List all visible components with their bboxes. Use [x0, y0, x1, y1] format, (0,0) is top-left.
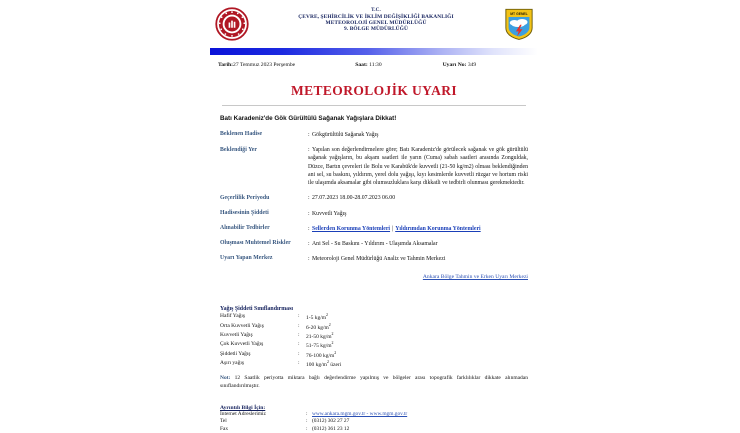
colon-glyph: : [308, 147, 310, 154]
classification-title: Yağış Şiddeti Sınıflandırması [220, 306, 293, 313]
field-row-event [220, 131, 528, 139]
classification-unit-sup: 2 [334, 350, 337, 355]
classification-unit-sup: 2 [331, 341, 334, 346]
contact-label: Fax [220, 425, 229, 432]
measures-link-separator: | [392, 225, 394, 232]
ankara-regional-center-link[interactable]: Ankara Bölge Tahmin ve Erken Uyarı Merkezi [422, 274, 528, 281]
colon-glyph: : [298, 332, 300, 338]
svg-text:MT GENEL: MT GENEL [510, 12, 528, 17]
field-label-validity: Geçerlilik Periyodu [220, 194, 270, 201]
field-value-center-text: Meteoroloji Genel Müdürlüğü Analiz ve Tahmin Merkezi [312, 256, 446, 263]
warning-fields [208, 131, 540, 263]
note-text: 12 Saatlik periyotta miktara bağlı değerlendirme yapılmış ve bölgeler arası topografik farklılıklar dikkate alınmadan sınıflandırılmıştır. [220, 375, 528, 389]
info-warning-no-label: Uyarı No: [442, 62, 467, 68]
field-value-severity-text: Kuvvetli Yağış [312, 210, 347, 217]
field-value-measures [308, 225, 528, 233]
classification-value [306, 351, 528, 360]
document-info-bar [208, 55, 540, 72]
flood-protection-link[interactable]: Sellerden Korunma Yöntemleri [312, 225, 391, 232]
info-time-label: Saat: [355, 62, 368, 68]
note-keyword: Not: [220, 375, 231, 382]
classification-name: Şiddetli Yağış [220, 350, 251, 357]
colon-glyph: : [308, 210, 310, 217]
classification-value-text: 76-100 kg/m [306, 352, 335, 359]
classification-row [220, 332, 528, 341]
website-link[interactable]: www.ankara.mgm.gov.tr - www.mgm.gov.tr [312, 411, 408, 418]
contact-row-internet [220, 411, 528, 418]
info-date-value: 27 Temmuz 2023 Perşembe [233, 62, 296, 68]
classification-value [306, 360, 528, 369]
header-line-region: 9. BÖLGE MÜDÜRLÜĞÜ [344, 25, 408, 32]
contact-row-fax [220, 426, 528, 433]
field-row-place [220, 146, 528, 187]
colon-glyph: : [308, 132, 310, 138]
info-warning-no-value: 349 [467, 62, 477, 68]
field-row-risks [220, 240, 528, 248]
info-time [355, 62, 442, 68]
field-value-risks-text: Ani Sel - Su Baskını - Yıldırım - Ulaşımda Aksamalar [312, 240, 438, 247]
classification-unit-sup: 2 [331, 332, 334, 336]
contact-label: Tel [220, 418, 227, 425]
field-value-event-text: Gökgürültülü Sağanak Yağış [312, 132, 379, 138]
mgm-shield-icon [502, 7, 536, 41]
colon-glyph: : [298, 350, 300, 357]
classification-row [220, 351, 528, 360]
field-row-center [220, 255, 528, 263]
contact-row-tel [220, 418, 528, 425]
classification-name: Çok Kuvvetli Yağış [220, 341, 264, 348]
colon-glyph: : [308, 225, 310, 232]
field-value-center [308, 255, 528, 263]
classification-row [220, 313, 528, 322]
field-value-event [308, 131, 528, 139]
classification-unit-sup: 2 [326, 359, 329, 364]
colon-glyph: : [298, 322, 300, 329]
header-gradient-bar [210, 48, 538, 55]
classification-value-text: 21-50 kg/m [306, 333, 332, 340]
warning-sheet [208, 0, 540, 432]
classification-row [220, 323, 528, 332]
classification-unit-sup: 2 [326, 313, 328, 318]
contact-value: (0312) 361 23 12 [312, 425, 350, 432]
field-value-place-text: Yapılan son değerlendirmelere göre; Batı Karadeniz'de görülecek sağanak ve gök gürültülü sağanak yağışların, bu akşam saatleri ile yarın (Cuma) sabah saatleri arasında Zonguldak, Düzce, Bartın çevreleri ile Bolu ve Karabük'de kuvvetli (21-50 kg/m2) olması beklendiğinden ani sel, su baskını, yıldırım, yerel dolu yağışı, kıyı kesimlerde kuvvetli rüzgar ve hortum riski ile ulaşımda aksamalar gibi olumsuzluklara karşı dikkatli ve tedbirli olunması gerekmektedir. [308, 147, 528, 187]
classification-name: Kuvvetli Yağış [220, 332, 253, 338]
classification-row [220, 341, 528, 350]
title-block [208, 83, 540, 99]
info-date-label: Tarih: [218, 62, 234, 68]
info-time-value: 11:30 [369, 62, 382, 68]
classification-value-text: 1-5 kg/m [306, 315, 327, 322]
classification-unit-sup: 2 [328, 322, 331, 327]
header-line-tc: T.C. [371, 8, 381, 13]
classification-value-text: 6-20 kg/m [306, 324, 329, 331]
classification-value-text: 51-75 kg/m [306, 343, 332, 350]
classification-value [306, 341, 528, 350]
header-line-directorate: METEOROLOJİ GENEL MÜDÜRLÜĞÜ [325, 19, 427, 26]
field-value-risks [308, 240, 528, 248]
contact-value: (0312) 302 27 27 [312, 418, 350, 425]
document-header [208, 0, 540, 46]
page-title: METEOROLOJİK UYARI [290, 83, 458, 98]
field-label-severity: Hadisesinin Şiddeti [220, 209, 269, 216]
info-warning-no [443, 62, 530, 68]
colon-glyph: : [306, 425, 308, 432]
colon-glyph: : [298, 313, 300, 320]
colon-glyph: : [306, 411, 308, 418]
field-row-validity [220, 194, 528, 202]
classification-name: Aşırı yağış [220, 359, 244, 366]
field-label-measures: Alınabilir Tedbirler [220, 225, 270, 232]
header-titles [250, 6, 502, 32]
field-label-place: Beklendiği Yer [220, 146, 258, 153]
field-row-measures [220, 225, 528, 233]
contact-footer-title: Ayrıntılı Bilgi İçin: [220, 404, 266, 411]
colon-glyph: : [308, 256, 310, 263]
classification-value [306, 332, 528, 341]
lightning-protection-link[interactable]: Yıldırımdan Korunma Yöntemleri [395, 225, 481, 232]
classification-row [220, 360, 528, 369]
colon-glyph: : [308, 240, 310, 247]
field-label-risks: Oluşması Muhtemel Riskler [220, 240, 291, 247]
contact-footer [220, 405, 528, 433]
page-subtitle: Batı Karadeniz'de Gök Gürültülü Sağanak Yağışlara Dikkat! [220, 115, 397, 122]
colon-glyph: : [306, 418, 308, 425]
classification-value [306, 323, 528, 332]
field-value-validity-text: 27.07.2023 18.00-28.07.2023 06.00 [312, 195, 396, 202]
classification-value [306, 313, 528, 322]
colon-glyph: : [308, 195, 310, 202]
contact-value [312, 411, 528, 418]
field-value-place [308, 146, 528, 187]
field-value-validity [308, 194, 528, 202]
field-row-severity [220, 210, 528, 218]
header-line-ministry: ÇEVRE, ŞEHİRCİLİK VE İKLİM DEĞİŞİKLİĞİ BAKANLIĞI [298, 13, 454, 20]
field-value-severity [308, 210, 528, 218]
precipitation-classification [208, 306, 540, 369]
regional-center-link-wrap [208, 270, 540, 280]
field-label-event: Beklenen Hadise [220, 131, 263, 138]
classification-value-text: 100 kg/m [306, 361, 327, 368]
classification-name: Hafif Yağış [220, 313, 246, 320]
title-divider [222, 105, 526, 106]
ministry-emblem-icon [214, 6, 250, 42]
classification-note [220, 375, 528, 391]
classification-value-suffix: üzeri [328, 361, 342, 368]
field-label-center: Uyarı Yapan Merkez [220, 255, 273, 262]
info-date [218, 62, 355, 68]
classification-name: Orta Kuvvetli Yağış [220, 322, 264, 329]
colon-glyph: : [298, 341, 300, 348]
contact-label: İnternet Adreslerimiz [220, 411, 266, 418]
colon-glyph: : [298, 359, 300, 366]
